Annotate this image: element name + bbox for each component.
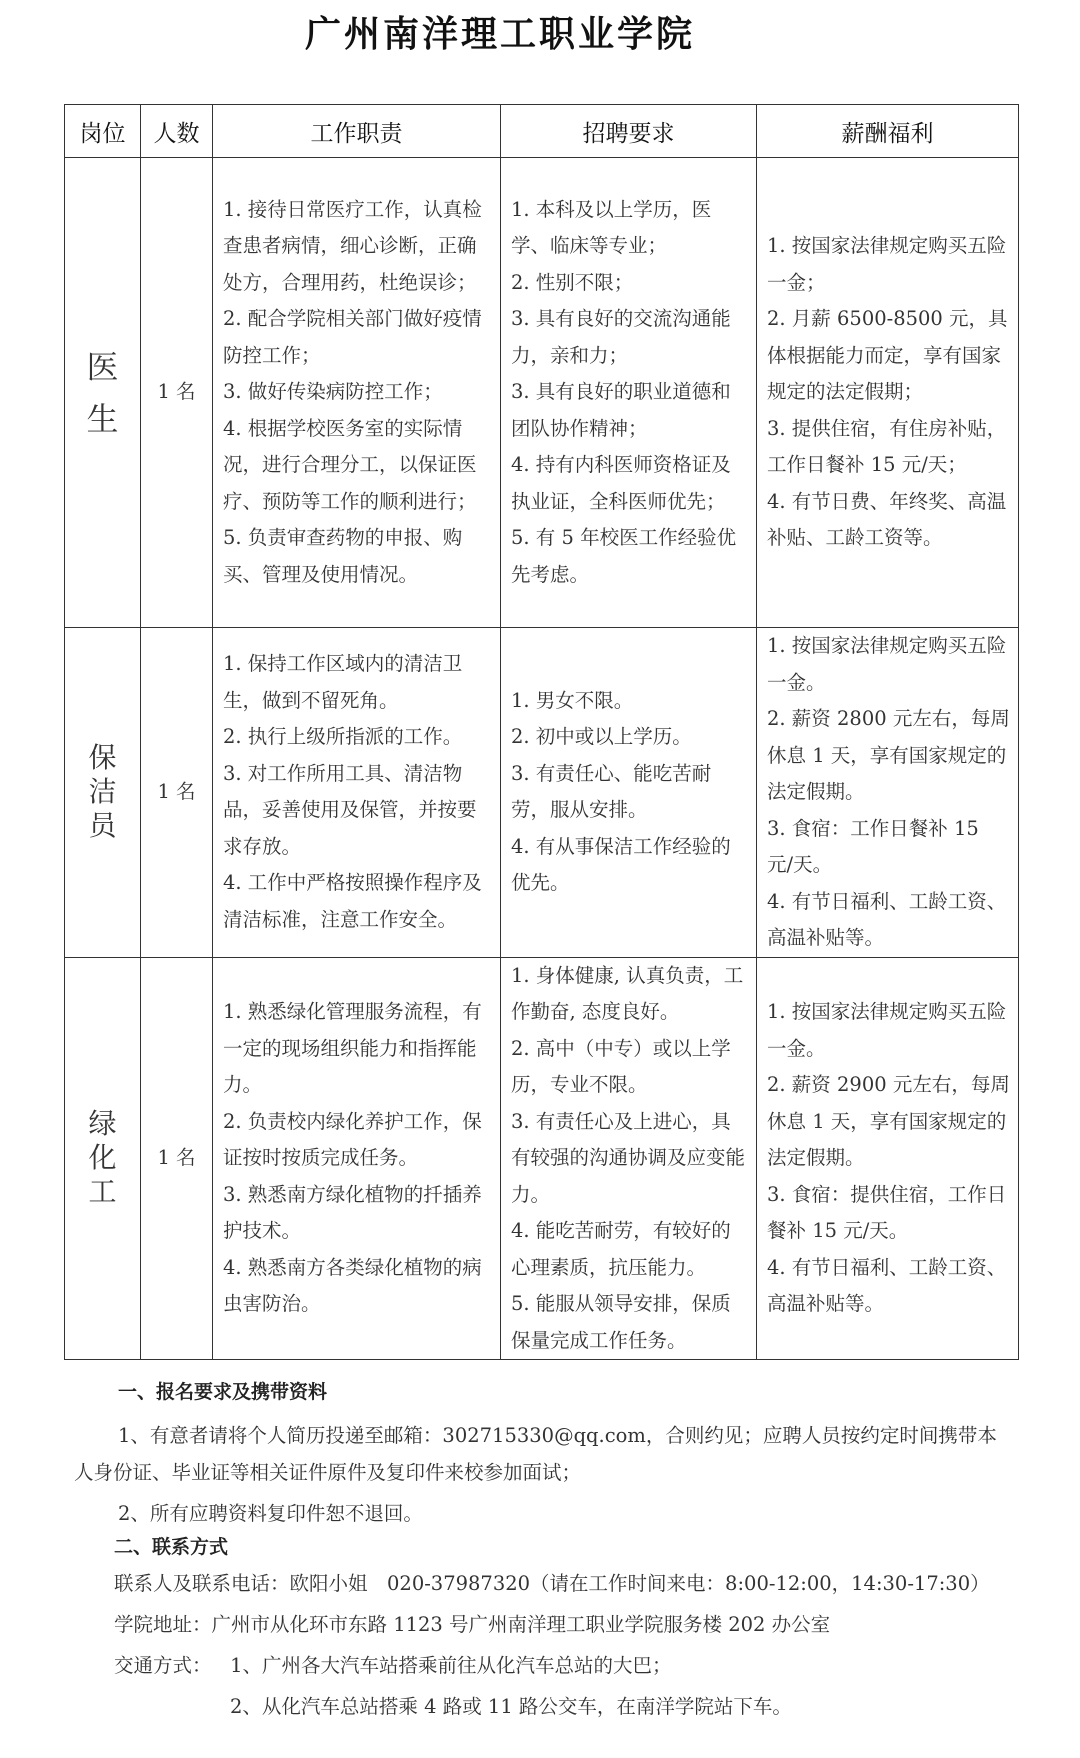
list-item: 2. 初中或以上学历。	[511, 725, 692, 749]
count-cell: 1 名	[141, 957, 213, 1360]
list-item: 3. 有责任心及上进心，具有较强的沟通协调及应变能力。	[511, 1109, 746, 1206]
table-row	[65, 158, 1019, 628]
list-item: 2. 性别不限；	[511, 270, 634, 294]
requirements-cell	[501, 957, 757, 1360]
list-item: 1. 身体健康, 认真负责，工作勤奋, 态度良好。	[511, 963, 744, 1023]
list-item: 3. 有责任心、能吃苦耐劳，服从安排。	[511, 761, 712, 822]
benefits-cell	[757, 957, 1019, 1360]
transport-line	[74, 1647, 1014, 1684]
paragraph: 1、有意者请将个人简历投递至邮箱：302715330@qq.com，合则约见；应聘人员按约定时间携带本人身份证、毕业证等相关证件原件及复印件来校参加面试；	[74, 1424, 997, 1484]
list-item: 2. 月薪 6500-8500 元，具体根据能力而定，享有国家规定的法定假期；	[767, 307, 1008, 404]
table-header-row	[65, 105, 1019, 158]
list-item: 1. 熟悉绿化管理服务流程，有一定的现场组织能力和指挥能力。	[223, 1000, 482, 1096]
contact-info: 联系人及联系电话：欧阳小姐 020-37987320（请在工作时间来电：8:00-12:00，14:30-17:30）	[114, 1572, 990, 1595]
header-position: 岗位	[65, 105, 141, 158]
list-item: 5. 有 5 年校医工作经验优先考虑。	[511, 526, 737, 586]
list-item: 3. 具有良好的职业道德和团队协作精神；	[511, 380, 731, 440]
position-cell: 绿 化 工	[65, 957, 141, 1360]
application-section	[74, 1374, 1014, 1532]
position-cell: 保 洁 员	[65, 628, 141, 958]
list-item: 3. 提供住宿，有住房补贴，工作日餐补 15 元/天；	[767, 416, 1007, 477]
list-item: 4. 能吃苦耐劳，有较好的心理素质，抗压能力。	[511, 1219, 731, 1279]
address: 学院地址：广州市从化环市东路 1123 号广州南洋理工职业学院服务楼 202 办公室	[114, 1613, 831, 1636]
list-item: 1. 按国家法律规定购买五险一金。	[767, 634, 1007, 694]
contact-section	[74, 1529, 1014, 1725]
list-item: 1. 本科及以上学历，医学、临床等专业；	[511, 197, 712, 258]
section-heading: 一、报名要求及携带资料	[118, 1381, 328, 1403]
list-item: 3. 具有良好的交流沟通能力，亲和力；	[511, 307, 731, 367]
list-item: 5. 负责审查药物的申报、购买、管理及使用情况。	[223, 526, 463, 586]
list-item: 3. 做好传染病防控工作；	[223, 380, 443, 404]
list-item: 2. 薪资 2900 元左右，每周休息 1 天，享有国家规定的法定假期。	[767, 1073, 1010, 1169]
duties-cell	[213, 957, 501, 1360]
list-item: 4. 有节日福利、工龄工资、高温补贴等。	[767, 889, 1007, 949]
position-cell: 医 生	[65, 158, 141, 628]
list-item: 4. 工作中严格按照操作程序及清洁标准，注意工作安全。	[223, 871, 482, 931]
transport-label: 交通方式：	[114, 1654, 212, 1677]
list-item: 3. 熟悉南方绿化植物的扦插养护技术。	[223, 1182, 482, 1242]
count-cell: 1 名	[141, 628, 213, 958]
header-benefits: 薪酬福利	[757, 105, 1019, 158]
list-item: 4. 有节日费、年终奖、高温补贴、工龄工资等。	[767, 489, 1007, 550]
transport-item: 1、广州各大汽车站搭乘前往从化汽车总站的大巴；	[230, 1654, 672, 1677]
duties-cell	[213, 628, 501, 958]
list-item: 4. 熟悉南方各类绿化植物的病虫害防治。	[223, 1255, 482, 1315]
list-item: 1. 男女不限。	[511, 688, 634, 712]
header-count: 人数	[141, 105, 213, 158]
list-item: 3. 食宿：提供住宿，工作日餐补 15 元/天。	[767, 1182, 1007, 1242]
list-item: 2. 执行上级所指派的工作。	[223, 725, 463, 749]
list-item: 2. 高中（中专）或以上学历，专业不限。	[511, 1036, 731, 1096]
list-item: 2. 配合学院相关部门做好疫情防控工作；	[223, 307, 482, 367]
list-item: 1. 接待日常医疗工作，认真检查患者病情，细心诊断，正确处方，合理用药，杜绝误诊；	[223, 197, 482, 294]
transport-item: 2、从化汽车总站搭乘 4 路或 11 路公交车，在南洋学院站下车。	[230, 1695, 792, 1718]
list-item: 4. 有从事保洁工作经验的优先。	[511, 834, 731, 895]
duties-cell	[213, 158, 501, 628]
header-requirements: 招聘要求	[501, 105, 757, 158]
table-row	[65, 957, 1019, 1360]
paragraph: 2、所有应聘资料复印件恕不退回。	[118, 1502, 423, 1525]
list-item: 1. 保持工作区域内的清洁卫生，做到不留死角。	[223, 652, 463, 712]
table-row	[65, 628, 1019, 958]
list-item: 4. 根据学校医务室的实际情况，进行合理分工，以保证医疗、预防等工作的顺利进行；	[223, 416, 477, 513]
requirements-cell	[501, 158, 757, 628]
list-item: 5. 能服从领导安排，保质保量完成工作任务。	[511, 1292, 731, 1352]
requirements-cell	[501, 628, 757, 958]
list-item: 4. 有节日福利、工龄工资、高温补贴等。	[767, 1255, 1007, 1315]
recruitment-table	[64, 104, 1019, 1360]
list-item: 3. 对工作所用工具、清洁物品，妥善使用及保管，并按要求存放。	[223, 761, 477, 858]
list-item: 1. 按国家法律规定购买五险一金；	[767, 234, 1007, 294]
list-item: 2. 薪资 2800 元左右，每周休息 1 天，享有国家规定的法定假期。	[767, 707, 1010, 803]
benefits-cell	[757, 628, 1019, 958]
section-heading: 二、联系方式	[114, 1536, 229, 1558]
header-duties: 工作职责	[213, 105, 501, 158]
page-title: 广州南洋理工职业学院	[304, 14, 695, 55]
count-cell: 1 名	[141, 158, 213, 628]
list-item: 4. 持有内科医师资格证及执业证，全科医师优先；	[511, 453, 731, 513]
list-item: 3. 食宿：工作日餐补 15 元/天。	[767, 816, 979, 876]
benefits-cell	[757, 158, 1019, 628]
list-item: 2. 负责校内绿化养护工作，保证按时按质完成任务。	[223, 1109, 482, 1169]
list-item: 1. 按国家法律规定购买五险一金。	[767, 1000, 1007, 1060]
